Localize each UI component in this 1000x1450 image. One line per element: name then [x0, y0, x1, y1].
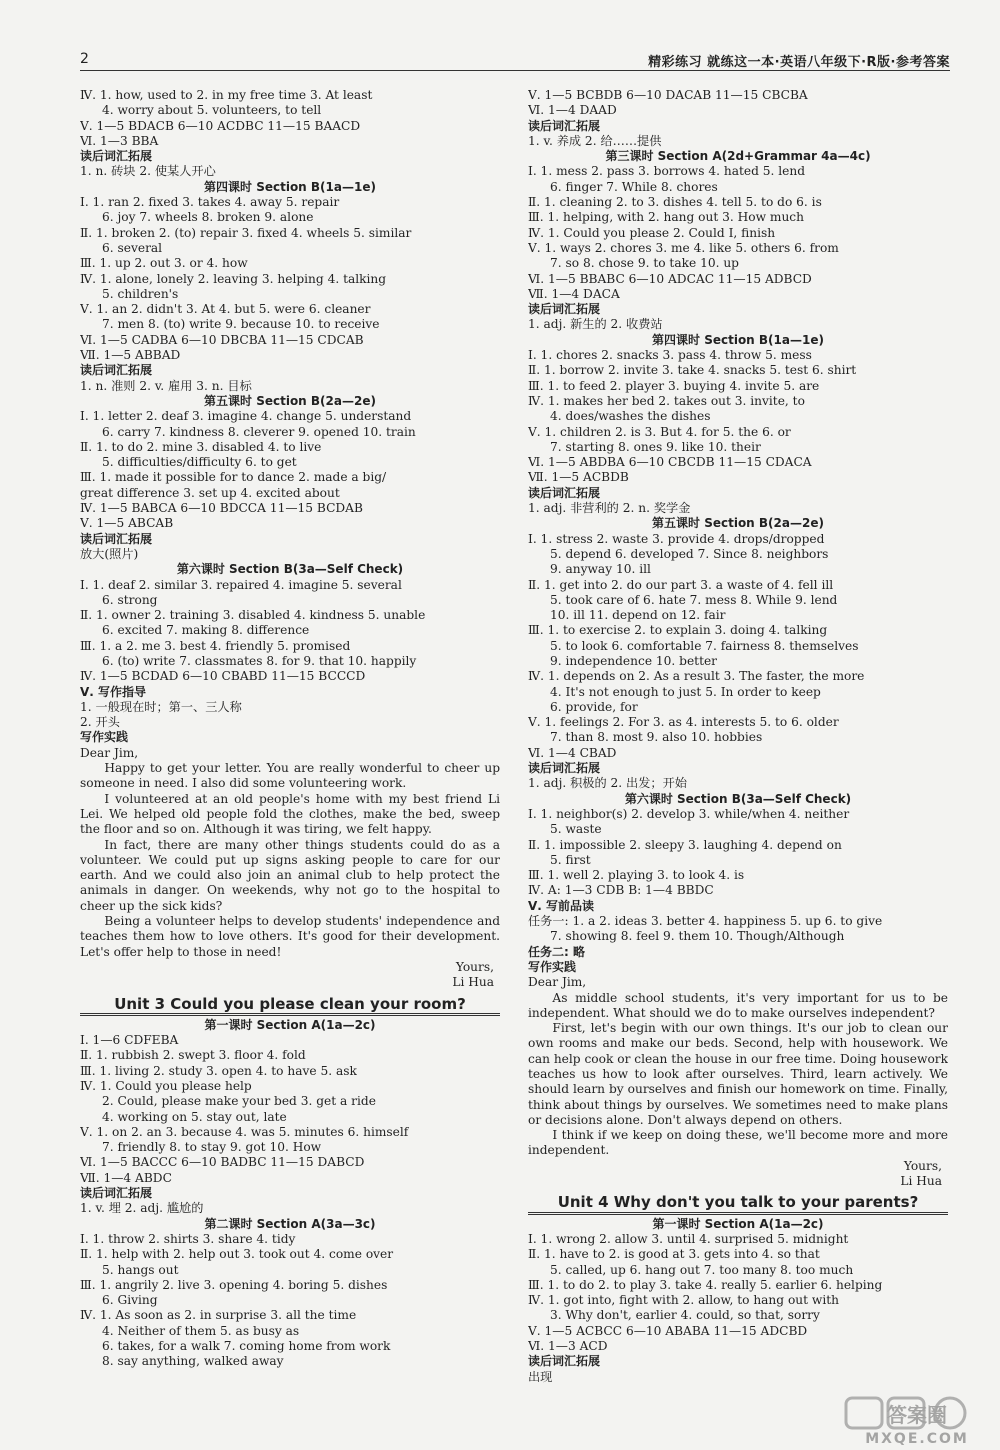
answer-line: 8. say anything, walked away [102, 1354, 284, 1369]
answer-line: Ⅳ. A: 1—3 CDB B: 1—4 BBDC [528, 883, 714, 898]
signature-line: Yours, [455, 959, 494, 974]
answer-line: 6. strong [102, 592, 158, 607]
answer-line: 4. Neither of them 5. as busy as [102, 1323, 300, 1338]
answer-line: 6. excited 7. making 8. difference [102, 623, 310, 638]
answer-line: Ⅴ. 1—5 BDACB 6—10 ACDBC 11—15 BAACD [80, 118, 361, 133]
answer-line: Ⅳ. 1—5 BABCA 6—10 BDCCA 11—15 BCDAB [80, 501, 363, 516]
answer-line: Ⅲ. 1. to exercise 2. to explain 3. doing 4. talking [528, 623, 828, 638]
answer-line: 1. n. 准则 2. v. 雇用 3. n. 目标 [80, 378, 252, 393]
answer-line: Ⅰ. 1. letter 2. deaf 3. imagine 4. change 5. understand [80, 409, 412, 424]
answer-line: Ⅰ. 1—6 CDFEBA [80, 1033, 179, 1048]
left-column [80, 88, 500, 1370]
answer-line: Ⅱ. 1. to do 2. mine 3. disabled 4. to live [80, 439, 322, 454]
answer-line: 1. adj. 新生的 2. 收费站 [528, 317, 663, 332]
answer-line: Ⅲ. 1. made it possible for to dance 2. made a big/ [80, 470, 387, 485]
essay-paragraph: I think if we keep on doing these, we'll become more and more independent. [528, 1128, 948, 1158]
section-heading: 读后词汇拓展 [80, 1186, 153, 1201]
answer-line: Ⅳ. 1. As soon as 2. in surprise 3. all the time [80, 1308, 357, 1323]
answer-line: 6. finger 7. While 8. chores [550, 179, 718, 194]
answer-line: Ⅵ. 1—3 BBA [80, 133, 159, 148]
answer-line: Ⅲ. 1. up 2. out 3. or 4. how [80, 256, 248, 271]
essay-paragraph: I volunteered at an old people's home with my best friend Li Lei. We helped old people fold the clothes, make the bed, sweep the floor and so on. Although it was tiring, we felt happy. [80, 791, 500, 837]
answer-line: Ⅴ. 1—5 ACBCC 6—10 ABABA 11—15 ADCBD [528, 1323, 808, 1338]
answer-line: 7. than 8. most 9. also 10. hobbies [550, 730, 763, 745]
answer-line: Ⅵ. 1—3 ACD [528, 1339, 608, 1354]
lesson-title: 第五课时 Section B(2a—2e) [204, 393, 376, 408]
answer-line: Ⅰ. 1. wrong 2. allow 3. until 4. surprised 5. midnight [528, 1231, 849, 1246]
watermark-logo [842, 1394, 992, 1446]
answer-line: 7. men 8. (to) write 9. because 10. to receive [102, 317, 380, 332]
answer-line: 6. joy 7. wheels 8. broken 9. alone [102, 210, 314, 225]
answer-line: Ⅱ. 1. cleaning 2. to 3. dishes 4. tell 5. to do 6. is [528, 195, 822, 210]
answer-line: 1. v. 埋 2. adj. 尴尬的 [80, 1201, 204, 1216]
answer-line: Ⅵ. 1—5 ABDBA 6—10 CBCDB 11—15 CDACA [528, 455, 812, 470]
answer-line: 1. v. 养成 2. 给……提供 [528, 133, 662, 148]
answer-line: 1. 一般现在时；第一、三人称 [80, 699, 242, 714]
answer-line: Ⅰ. 1. throw 2. shirts 3. share 4. tidy [80, 1231, 296, 1246]
answer-line: Ⅵ. 1—5 BBABC 6—10 ADCAC 11—15 ADBCD [528, 271, 812, 286]
answer-line: Dear Jim, [528, 975, 587, 990]
answer-line: 6. Giving [102, 1293, 158, 1308]
answer-line: Ⅵ. 1—4 CBAD [528, 745, 617, 760]
answer-line: Ⅳ. 1. got into, fight with 2. allow, to hang out with [528, 1293, 839, 1308]
answer-line: Ⅳ. 1. Could you please 2. Could I, finish [528, 225, 776, 240]
answer-line: 6. provide, for [550, 699, 638, 714]
answer-line: Ⅶ. 1—5 ABBAD [80, 348, 181, 363]
answer-line: Ⅲ. 1. angrily 2. live 3. opening 4. boring 5. dishes [80, 1277, 388, 1292]
right-column [528, 88, 948, 1385]
answer-line: 5. took care of 6. hate 7. mess 8. While 9. lend [550, 592, 838, 607]
answer-line: 5. children's [102, 286, 179, 301]
answer-line: Ⅱ. 1. get into 2. do our part 3. a waste of 4. fell ill [528, 577, 834, 592]
answer-line: Ⅳ. 1. Could you please help [80, 1079, 252, 1093]
answer-line: Ⅰ. 1. deaf 2. similar 3. repaired 4. imagine 5. several [80, 577, 402, 592]
essay-paragraph: Happy to get your letter. You are really wonderful to cheer up someone in need. I also did some volunteering work. [80, 761, 500, 791]
page-number: 2 [80, 51, 89, 67]
answer-line: 6. several [102, 240, 163, 255]
lesson-title: 第六课时 Section B(3a—Self Check) [624, 791, 852, 806]
answer-line: Ⅲ. 1. to do 2. to play 3. take 4. really 5. earlier 6. helping [528, 1277, 883, 1292]
answer-line: Ⅰ. 1. ran 2. fixed 3. takes 4. away 5. repair [80, 195, 340, 210]
answer-line: Ⅱ. 1. impossible 2. sleepy 3. laughing 4. depend on [528, 837, 842, 852]
answer-line: 7. friendly 8. to stay 9. got 10. How [102, 1140, 322, 1155]
answer-line: Ⅰ. 1. neighbor(s) 2. develop 3. while/when 4. neither [528, 806, 850, 821]
signature-line: Yours, [903, 1158, 942, 1173]
watermark-url: MXQE.COM [865, 1431, 969, 1446]
answer-line: 出现 [528, 1369, 553, 1384]
answer-line: Ⅰ. 1. mess 2. pass 3. borrows 4. hated 5. lend [528, 164, 806, 179]
answer-line: Ⅲ. 1. to feed 2. player 3. buying 4. invite 5. are [528, 378, 820, 393]
lesson-title: 第六课时 Section B(3a—Self Check) [176, 562, 404, 577]
answer-line: Ⅲ. 1. helping, with 2. hang out 3. How much [528, 210, 804, 225]
answer-line: Ⅱ. 1. rubbish 2. swept 3. floor 4. fold [80, 1048, 306, 1063]
answer-line: 6. carry 7. kindness 8. cleverer 9. opened 10. train [102, 424, 416, 439]
answer-line: 1. adj. 非营利的 2. n. 奖学金 [528, 501, 691, 516]
answer-line: 6. takes, for a walk 7. coming home from work [102, 1339, 391, 1354]
answer-line: 5. depend 6. developed 7. Since 8. neighbors [550, 546, 829, 561]
unit-title: Unit 4 Why don't you talk to your parents? [528, 1189, 948, 1214]
lesson-title: 第三课时 Section A(2d+Grammar 4a—4c) [605, 149, 871, 164]
answer-line: Ⅶ. 1—4 ABDC [80, 1170, 172, 1185]
answer-line: 1. adj. 积极的 2. 出发；开始 [528, 776, 687, 791]
lesson-title: 第五课时 Section B(2a—2e) [652, 516, 824, 531]
answer-line: Ⅵ. 1—5 BACCC 6—10 BADBC 11—15 DABCD [80, 1155, 365, 1170]
section-heading: 读后词汇拓展 [528, 118, 601, 133]
section-heading: 读后词汇拓展 [528, 485, 601, 500]
answer-line: Ⅰ. 1. stress 2. waste 3. provide 4. drops/dropped [528, 531, 825, 546]
section-heading: 读后词汇拓展 [80, 149, 153, 164]
answer-line: great difference 3. set up 4. excited about [80, 485, 340, 500]
signature-line: Li Hua [452, 975, 494, 990]
answer-line: Ⅱ. 1. owner 2. training 3. disabled 4. kindness 5. unable [80, 608, 426, 623]
answer-line: Ⅴ. 1. children 2. is 3. But 4. for 5. the 6. or [528, 424, 791, 439]
section-heading: 读后词汇拓展 [528, 302, 601, 317]
answer-line: Ⅴ. 1. feelings 2. For 3. as 4. interests 5. to 6. older [528, 715, 839, 730]
answer-line: Ⅲ. 1. living 2. study 3. open 4. to have 5. ask [80, 1063, 357, 1078]
essay-paragraph: Being a volunteer helps to develop students' independence and teaches them how to love others. It's good for their development. Let's offer help to those in need! [80, 914, 500, 959]
answer-line: 2. Could, please make your bed 3. get a ride [102, 1094, 376, 1109]
answer-line: Ⅴ. 1. an 2. didn't 3. At 4. but 5. were 6. cleaner [80, 302, 371, 317]
watermark-text: 答案圈 [887, 1403, 947, 1427]
section-heading: 读后词汇拓展 [528, 761, 601, 776]
answer-line: 9. anyway 10. ill [550, 562, 651, 577]
answer-line: Ⅳ. 1. makes her bed 2. takes out 3. invite, to [528, 393, 805, 408]
answer-line: Ⅴ. 1. ways 2. chores 3. me 4. like 5. others 6. from [528, 240, 839, 255]
section-heading: 写作实践 [528, 959, 577, 974]
essay-paragraph: As middle school students, it's very important for us to be independent. What should we do to make ourselves independent? [528, 990, 948, 1020]
answer-line: 放大(照片) [80, 546, 139, 561]
answer-line: 4. working on 5. stay out, late [102, 1109, 287, 1124]
answer-line: 10. ill 11. depend on 12. fair [550, 608, 726, 623]
answer-line: 2. 开头 [80, 715, 120, 730]
answer-line: 7. starting 8. ones 9. like 10. their [550, 439, 761, 454]
section-heading: 读后词汇拓展 [80, 363, 153, 378]
answer-line: 4. worry about 5. volunteers, to tell [102, 103, 322, 118]
answer-line: Ⅳ. 1. alone, lonely 2. leaving 3. helping 4. talking [80, 271, 387, 286]
section-heading: 任务二: 略 [528, 944, 585, 959]
answer-line: Ⅴ. 1—5 ABCAB [80, 516, 174, 531]
section-heading: 读后词汇拓展 [528, 1354, 601, 1369]
answer-line: Dear Jim, [80, 745, 139, 760]
answer-line: 5. to look 6. comfortable 7. fairness 8. themselves [550, 638, 859, 653]
answer-line: Ⅵ. 1—5 CADBA 6—10 DBCBA 11—15 CDCAB [80, 332, 364, 347]
lesson-title: 第二课时 Section A(3a—3c) [204, 1216, 376, 1231]
answer-line: 5. called, up 6. hang out 7. too many 8. too much [550, 1262, 854, 1277]
answer-line: Ⅱ. 1. broken 2. (to) repair 3. fixed 4. wheels 5. similar [80, 225, 412, 240]
page-header [80, 48, 950, 71]
section-heading: Ⅴ. 写前品读 [528, 898, 595, 913]
answer-line: Ⅲ. 1. a 2. me 3. best 4. friendly 5. promised [80, 638, 351, 653]
answer-line: Ⅱ. 1. borrow 2. invite 3. take 4. snacks 5. test 6. shirt [528, 363, 857, 378]
answer-line: 7. showing 8. feel 9. them 10. Though/Although [550, 929, 845, 944]
answer-line: 9. independence 10. better [550, 653, 718, 668]
lesson-title: 第一课时 Section A(1a—2c) [652, 1216, 824, 1231]
answer-line: Ⅱ. 1. help with 2. help out 3. took out 4. come over [80, 1247, 394, 1262]
answer-line: Ⅰ. 1. chores 2. snacks 3. pass 4. throw 5. mess [528, 348, 812, 363]
section-heading: 读后词汇拓展 [80, 531, 153, 546]
answer-line: 5. hangs out [102, 1262, 179, 1277]
answer-line: Ⅱ. 1. have to 2. is good at 3. gets into 4. so that [528, 1247, 820, 1262]
answer-line: 4. It's not enough to just 5. In order to keep [550, 684, 821, 699]
answer-line: Ⅵ. 1—4 DAAD [528, 103, 617, 118]
answer-line: 7. so 8. chose 9. to take 10. up [550, 256, 739, 271]
signature-line: Li Hua [900, 1174, 942, 1189]
answer-line: 5. first [550, 852, 591, 867]
essay-paragraph: In fact, there are many other things students could do as a volunteer. We could put up signs asking people to care for our earth. And we could also join an animal club to help protect the animals in danger. On weekends, why not go to the hospital to cheer up the sick kids? [80, 837, 500, 913]
essay-paragraph: First, let's begin with our own things. It's our job to clean our own rooms and make our beds. Second, help with housework. We can help cook or clean the house in our free time. Doing housework teaches us how to look after ourselves. Third, learn actively. We should learn by ourselves and finish our homework on time. Finally, think about things by ourselves. We sometimes need to make plans or decisions alone. Don't always depend on others. [528, 1021, 948, 1127]
lesson-title: 第四课时 Section B(1a—1e) [204, 179, 376, 194]
section-heading: Ⅴ. 写作指导 [80, 684, 147, 699]
answer-line: Ⅴ. 1. on 2. an 3. because 4. was 5. minutes 6. himself [80, 1124, 409, 1139]
answer-line: 3. Why don't, earlier 4. could, so that, sorry [550, 1308, 820, 1323]
header-title: 精彩练习 就练这一本·英语八年级下·R版·参考答案 [648, 55, 950, 70]
answer-line: 1. n. 砖块 2. 使某人开心 [80, 164, 216, 179]
lesson-title: 第四课时 Section B(1a—1e) [652, 332, 824, 347]
unit-title: Unit 3 Could you please clean your room? [80, 991, 500, 1016]
answer-line: Ⅳ. 1. how, used to 2. in my free time 3. At least [80, 88, 373, 102]
answer-line: Ⅴ. 1—5 BCBDB 6—10 DACAB 11—15 CBCBA [528, 88, 808, 102]
answer-line: 5. waste [550, 822, 602, 837]
section-heading: 写作实践 [80, 730, 129, 745]
answer-line: 任务一: 1. a 2. ideas 3. better 4. happiness 5. up 6. to give [528, 914, 883, 929]
answer-line: Ⅳ. 1—5 BCDAD 6—10 CBABD 11—15 BCCCD [80, 669, 366, 684]
answer-line: 5. difficulties/difficulty 6. to get [102, 455, 297, 470]
answer-line: Ⅶ. 1—4 DACA [528, 286, 620, 301]
answer-line: 6. (to) write 7. classmates 8. for 9. that 10. happily [102, 653, 417, 668]
answer-line: Ⅳ. 1. depends on 2. As a result 3. The faster, the more [528, 669, 865, 684]
answer-line: Ⅲ. 1. well 2. playing 3. to look 4. is [528, 868, 745, 883]
lesson-title: 第一课时 Section A(1a—2c) [204, 1017, 376, 1032]
answer-line: 4. does/washes the dishes [550, 409, 711, 424]
answer-line: Ⅶ. 1—5 ACBDB [528, 470, 629, 485]
